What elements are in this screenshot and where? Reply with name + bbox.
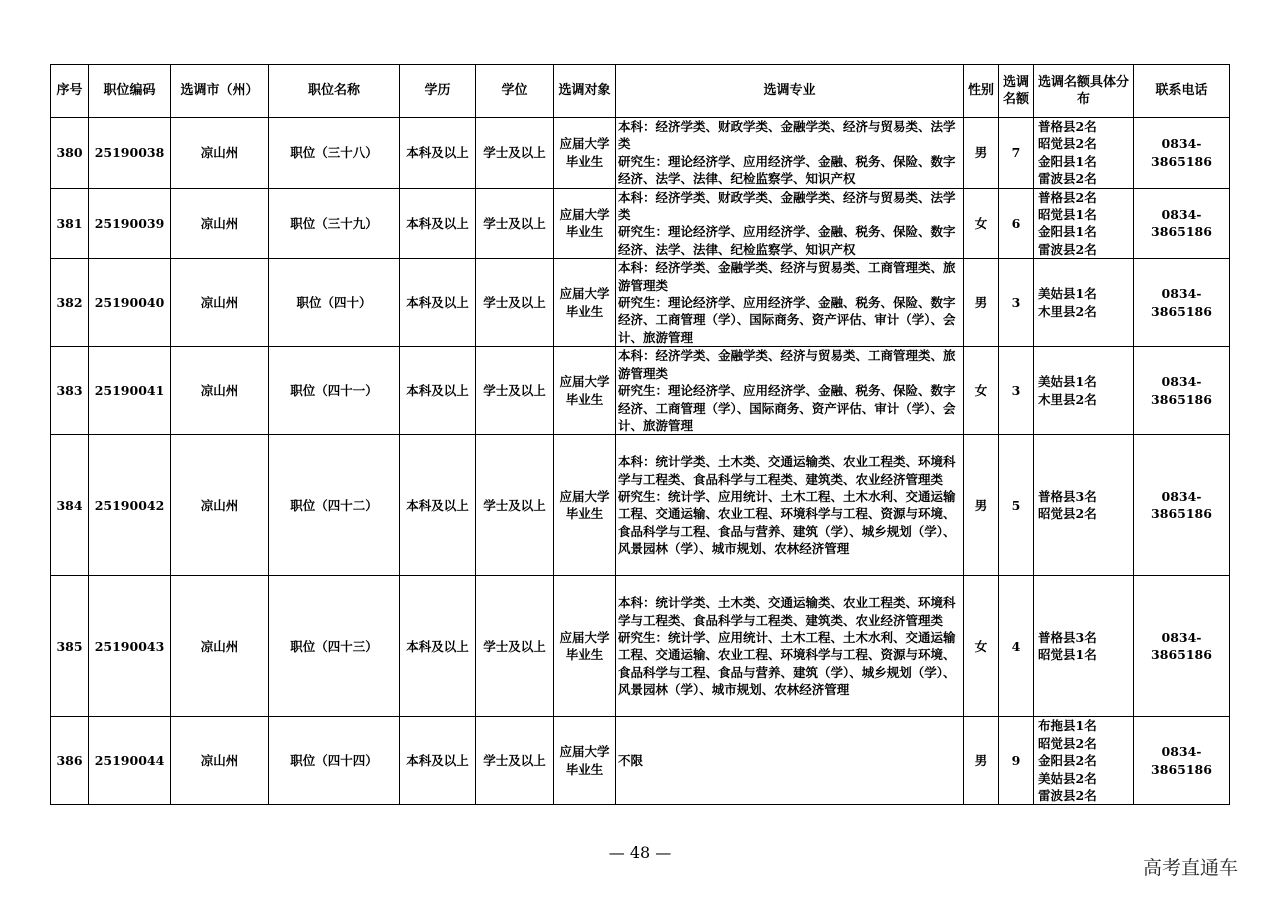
cell-title: 职位（四十二） <box>269 435 400 576</box>
cell-no: 386 <box>51 717 89 805</box>
cell-edu: 本科及以上 <box>400 717 476 805</box>
cell-gender: 女 <box>964 188 999 259</box>
cell-no: 383 <box>51 347 89 435</box>
cell-phone: 0834-3865186 <box>1134 188 1230 259</box>
cell-major: 本科：经济学类、财政学类、金融学类、经济与贸易类、法学类 研究生：理论经济学、应用经济学、金融、税务、保险、数字经济、法学、法律、纪检监察学、知识产权 <box>616 118 964 189</box>
header-target: 选调对象 <box>554 65 616 118</box>
cell-degree: 学士及以上 <box>476 188 554 259</box>
cell-title: 职位（四十一） <box>269 347 400 435</box>
cell-target: 应届大学毕业生 <box>554 347 616 435</box>
table-row <box>51 259 1230 347</box>
cell-gender: 女 <box>964 576 999 717</box>
cell-edu: 本科及以上 <box>400 576 476 717</box>
cell-quota: 5 <box>999 435 1034 576</box>
cell-quota: 6 <box>999 188 1034 259</box>
cell-city: 凉山州 <box>171 435 269 576</box>
cell-no: 381 <box>51 188 89 259</box>
cell-dist: 美姑县1名 木里县2名 <box>1034 347 1134 435</box>
cell-code: 25190041 <box>89 347 171 435</box>
table-header-row <box>51 65 1230 118</box>
cell-target: 应届大学毕业生 <box>554 576 616 717</box>
cell-gender: 男 <box>964 118 999 189</box>
cell-target: 应届大学毕业生 <box>554 118 616 189</box>
table-row <box>51 435 1230 576</box>
cell-major: 本科：经济学类、金融学类、经济与贸易类、工商管理类、旅游管理类 研究生：理论经济学、应用经济学、金融、税务、保险、数字经济、工商管理（学）、国际商务、资产评估、审计（学）、会计、旅游管理 <box>616 347 964 435</box>
cell-degree: 学士及以上 <box>476 576 554 717</box>
header-quota: 选调名额 <box>999 65 1034 118</box>
header-edu: 学历 <box>400 65 476 118</box>
header-gender: 性别 <box>964 65 999 118</box>
cell-dist: 普格县2名 昭觉县1名 金阳县1名 雷波县2名 <box>1034 188 1134 259</box>
cell-phone: 0834-3865186 <box>1134 347 1230 435</box>
cell-title: 职位（三十八） <box>269 118 400 189</box>
cell-title: 职位（四十） <box>269 259 400 347</box>
cell-major: 本科：统计学类、土木类、交通运输类、农业工程类、环境科学与工程类、食品科学与工程类、建筑类、农业经济管理类 研究生：统计学、应用统计、土木工程、土木水利、交通运输工程、交通运输、农业工程、环境科学与工程、资源与环境、食品科学与工程、食品与营养、建筑（学）、城乡规划（学）、风景园林（学）、城市规划、农林经济管理 <box>616 435 964 576</box>
cell-quota: 7 <box>999 118 1034 189</box>
cell-degree: 学士及以上 <box>476 259 554 347</box>
cell-phone: 0834-3865186 <box>1134 118 1230 189</box>
cell-city: 凉山州 <box>171 576 269 717</box>
table-row <box>51 717 1230 805</box>
table-row <box>51 188 1230 259</box>
cell-edu: 本科及以上 <box>400 259 476 347</box>
cell-code: 25190044 <box>89 717 171 805</box>
cell-no: 382 <box>51 259 89 347</box>
cell-target: 应届大学毕业生 <box>554 188 616 259</box>
cell-gender: 男 <box>964 259 999 347</box>
cell-degree: 学士及以上 <box>476 717 554 805</box>
cell-phone: 0834-3865186 <box>1134 435 1230 576</box>
cell-gender: 男 <box>964 435 999 576</box>
cell-edu: 本科及以上 <box>400 118 476 189</box>
cell-city: 凉山州 <box>171 259 269 347</box>
page-number: — 48 — <box>608 843 672 862</box>
table-row <box>51 347 1230 435</box>
header-phone: 联系电话 <box>1134 65 1230 118</box>
cell-code: 25190043 <box>89 576 171 717</box>
cell-major: 本科：经济学类、财政学类、金融学类、经济与贸易类、法学类 研究生：理论经济学、应用经济学、金融、税务、保险、数字经济、法学、法律、纪检监察学、知识产权 <box>616 188 964 259</box>
cell-title: 职位（三十九） <box>269 188 400 259</box>
cell-no: 385 <box>51 576 89 717</box>
cell-phone: 0834-3865186 <box>1134 717 1230 805</box>
cell-target: 应届大学毕业生 <box>554 435 616 576</box>
cell-quota: 9 <box>999 717 1034 805</box>
cell-gender: 男 <box>964 717 999 805</box>
cell-edu: 本科及以上 <box>400 347 476 435</box>
cell-city: 凉山州 <box>171 118 269 189</box>
cell-title: 职位（四十三） <box>269 576 400 717</box>
cell-degree: 学士及以上 <box>476 118 554 189</box>
header-city: 选调市（州） <box>171 65 269 118</box>
cell-gender: 女 <box>964 347 999 435</box>
cell-degree: 学士及以上 <box>476 435 554 576</box>
cell-code: 25190042 <box>89 435 171 576</box>
header-code: 职位编码 <box>89 65 171 118</box>
cell-phone: 0834-3865186 <box>1134 576 1230 717</box>
cell-code: 25190040 <box>89 259 171 347</box>
cell-no: 384 <box>51 435 89 576</box>
cell-no: 380 <box>51 118 89 189</box>
header-no: 序号 <box>51 65 89 118</box>
cell-degree: 学士及以上 <box>476 347 554 435</box>
cell-code: 25190038 <box>89 118 171 189</box>
cell-major: 不限 <box>616 717 964 805</box>
cell-target: 应届大学毕业生 <box>554 717 616 805</box>
cell-quota: 4 <box>999 576 1034 717</box>
cell-quota: 3 <box>999 259 1034 347</box>
header-dist: 选调名额具体分布 <box>1034 65 1134 118</box>
cell-phone: 0834-3865186 <box>1134 259 1230 347</box>
cell-quota: 3 <box>999 347 1034 435</box>
watermark: 高考直通车 <box>1143 857 1239 879</box>
cell-dist: 布拖县1名 昭觉县2名 金阳县2名 美姑县2名 雷波县2名 <box>1034 717 1134 805</box>
cell-major: 本科：统计学类、土木类、交通运输类、农业工程类、环境科学与工程类、食品科学与工程类、建筑类、农业经济管理类 研究生：统计学、应用统计、土木工程、土木水利、交通运输工程、交通运输、农业工程、环境科学与工程、资源与环境、食品科学与工程、食品与营养、建筑（学）、城乡规划（学）、风景园林（学）、城市规划、农林经济管理 <box>616 576 964 717</box>
cell-edu: 本科及以上 <box>400 188 476 259</box>
positions-table <box>50 64 1230 805</box>
header-title: 职位名称 <box>269 65 400 118</box>
cell-dist: 普格县3名 昭觉县1名 <box>1034 576 1134 717</box>
cell-code: 25190039 <box>89 188 171 259</box>
header-degree: 学位 <box>476 65 554 118</box>
cell-title: 职位（四十四） <box>269 717 400 805</box>
table-row <box>51 576 1230 717</box>
table-row <box>51 118 1230 189</box>
header-major: 选调专业 <box>616 65 964 118</box>
cell-major: 本科：经济学类、金融学类、经济与贸易类、工商管理类、旅游管理类 研究生：理论经济学、应用经济学、金融、税务、保险、数字经济、工商管理（学）、国际商务、资产评估、审计（学）、会计、旅游管理 <box>616 259 964 347</box>
cell-city: 凉山州 <box>171 188 269 259</box>
cell-dist: 美姑县1名 木里县2名 <box>1034 259 1134 347</box>
cell-city: 凉山州 <box>171 347 269 435</box>
cell-dist: 普格县2名 昭觉县2名 金阳县1名 雷波县2名 <box>1034 118 1134 189</box>
cell-target: 应届大学毕业生 <box>554 259 616 347</box>
cell-city: 凉山州 <box>171 717 269 805</box>
cell-edu: 本科及以上 <box>400 435 476 576</box>
cell-dist: 普格县3名 昭觉县2名 <box>1034 435 1134 576</box>
